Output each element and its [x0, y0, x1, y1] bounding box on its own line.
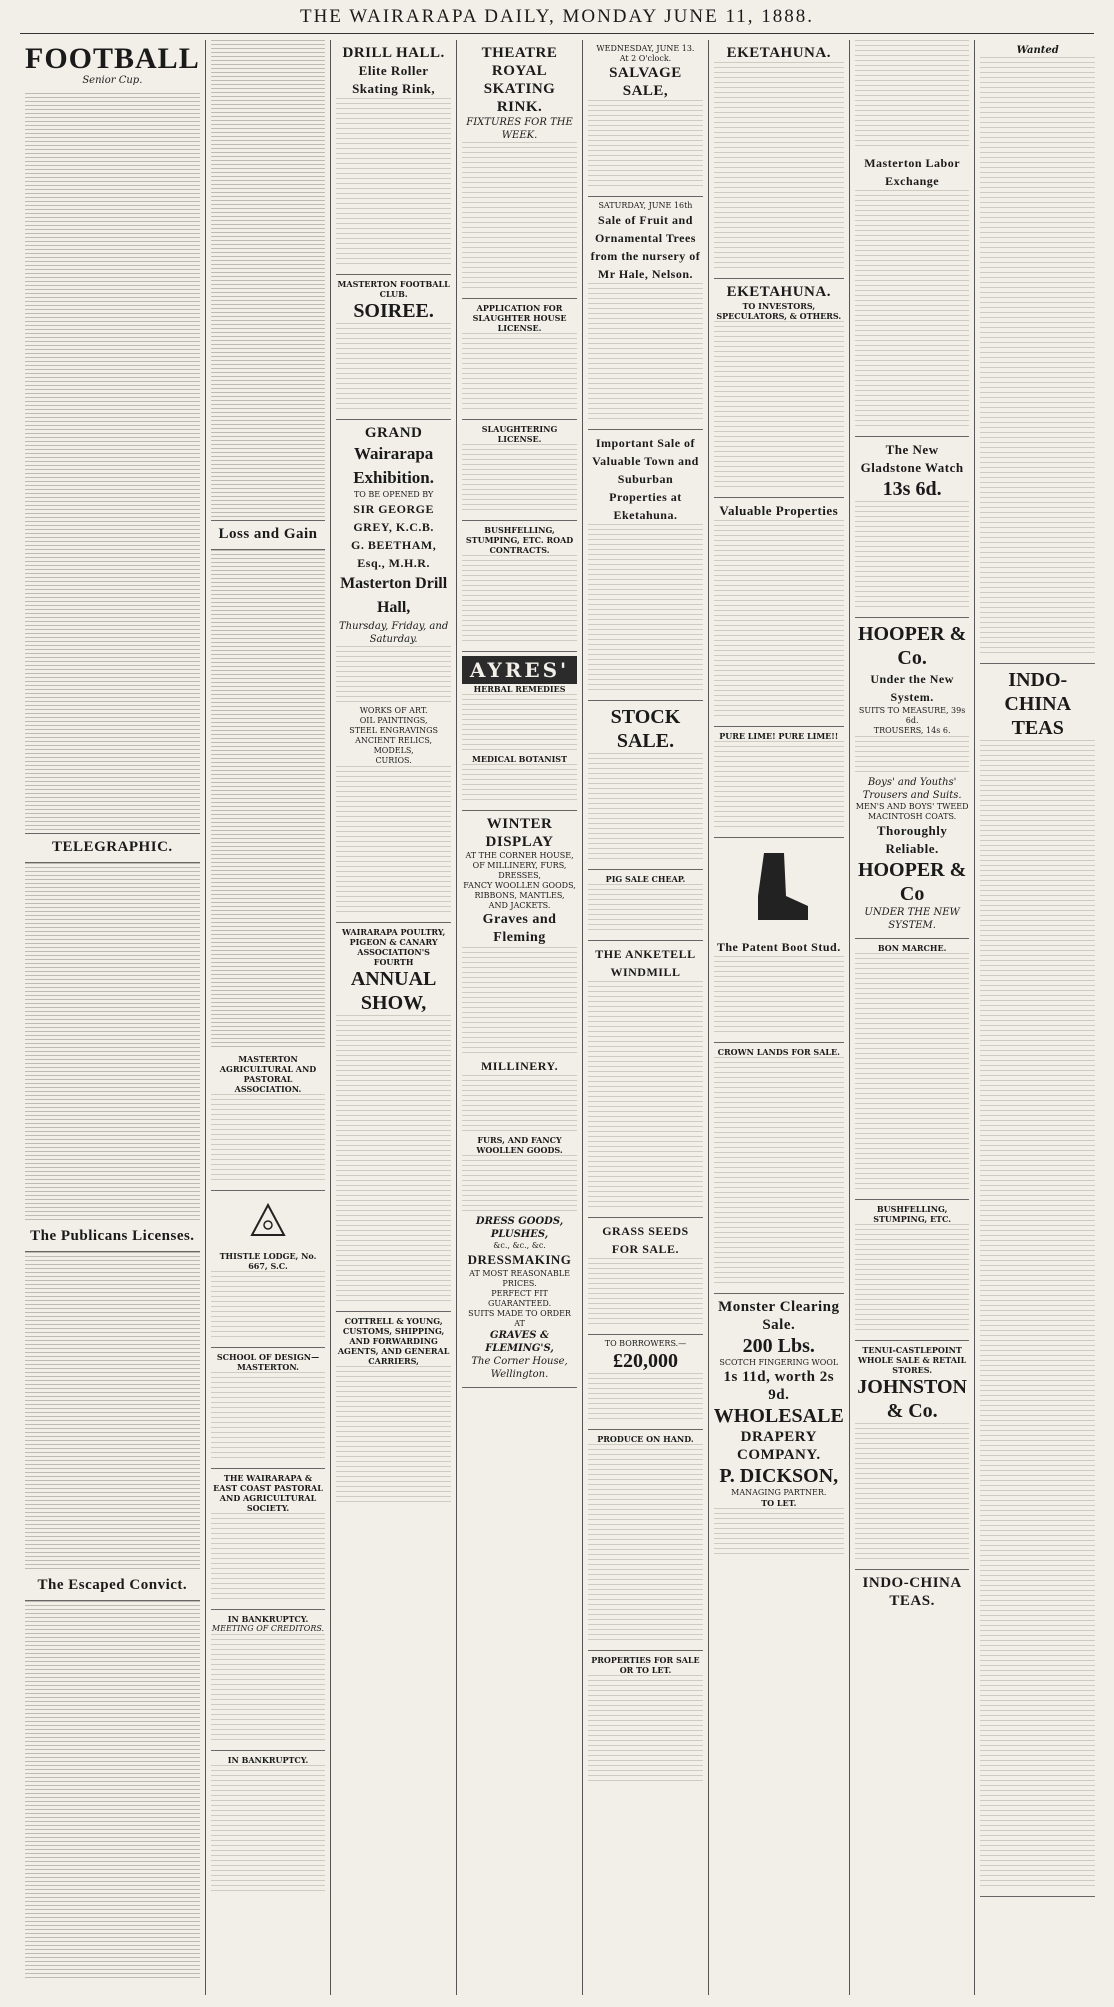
cottrell-heading: COTTRELL & YOUNG, CUSTOMS, SHIPPING, AND FORWARDING AGENTS, AND GENERAL CARRIERS, [337, 1316, 450, 1366]
bon-marche: BON MARCHE. [877, 943, 947, 953]
properties-text [588, 1675, 703, 1785]
fixtures-text [462, 142, 577, 292]
trousers: TROUSERS, 14s 6. [873, 726, 951, 735]
perfect-fit: PERFECT FIT GUARANTEED. [487, 1289, 552, 1308]
east-coast-society-heading: THE WAIRARAPA & EAST COAST PASTORAL AND AGRICULTURAL SOCIETY. [213, 1473, 323, 1513]
wanted-ads-top [855, 40, 970, 150]
road-contracts-heading: BUSHFELLING, STUMPING, ETC. ROAD CONTRACTS. [465, 525, 574, 555]
to-let-text [714, 1508, 844, 1558]
telegraphic-heading: TELEGRAPHIC. [52, 839, 173, 855]
skating-rink-heading: SKATING RINK. [483, 81, 556, 115]
stock-sale-text [588, 753, 703, 863]
important-sale-heading: Important Sale of Valuable Town and Suburban Properties at Eketahuna. [592, 436, 699, 522]
monster-sale-heading: Monster Clearing Sale. [718, 1299, 840, 1333]
column-4 [457, 40, 583, 1995]
thistle-lodge-text [211, 1271, 326, 1341]
bushfelling-heading: BUSHFELLING, STUMPING, ETC. [873, 1204, 952, 1224]
newspaper-title: THE WAIRARAPA DAILY, MONDAY JUNE 11, 1888. [299, 6, 815, 27]
graves-fleming-2: GRAVES & FLEMING'S, [485, 1330, 554, 1354]
football-heading: FOOTBALL [25, 42, 200, 75]
wanted-heading: Wanted [1016, 45, 1059, 56]
column-3 [331, 40, 457, 1995]
hooper-heading: HOOPER & Co. [857, 623, 967, 669]
indo-china-bottom: INDO-CHINA TEAS. [862, 1575, 962, 1609]
soiree-text [336, 323, 451, 413]
east-coast-society-text [211, 1513, 326, 1603]
windmill-heading: THE ANKETELL WINDMILL [595, 947, 696, 979]
slaughter-house-text [462, 333, 577, 413]
football-club-heading: MASTERTON FOOTBALL CLUB. [337, 279, 450, 299]
thoroughly-reliable: Thoroughly Reliable. [876, 823, 948, 856]
crown-lands-heading: CROWN LANDS FOR SALE. [717, 1047, 840, 1057]
bankruptcy-text-2 [211, 1765, 326, 1895]
column-7 [850, 40, 976, 1995]
reasonable-prices: AT MOST REASONABLE PRICES. [469, 1269, 570, 1288]
suits-measure: SUITS TO MEASURE, 39s 6d. [858, 706, 966, 725]
publicans-text [25, 1252, 200, 1572]
managing-partner: MANAGING PARTNER. [731, 1488, 827, 1497]
masthead-rule [20, 33, 1094, 34]
pig-sale-text [588, 884, 703, 934]
works-of-art: WORKS OF ART. [359, 706, 428, 715]
bon-marche-text [855, 953, 970, 1193]
medical-botanist: MEDICAL BOTANIST [472, 754, 568, 764]
johnston-heading: JOHNSTON & Co. [857, 1376, 967, 1422]
wed-june-13: WEDNESDAY, JUNE 13. [596, 44, 695, 53]
sat-june-16: SATURDAY, JUNE 16th [598, 201, 693, 210]
ayres-banner: AYRES' [462, 656, 577, 684]
medical-ad-text [211, 40, 326, 520]
winter-display-heading: WINTER DISPLAY [485, 816, 554, 850]
boys-trousers: Boys' and Youths' Trousers and Suits. [862, 777, 962, 801]
scotch-wool: SCOTCH FINGERING WOOL [719, 1358, 839, 1367]
labor-exchange-heading: Masterton Labor Exchange [864, 156, 961, 188]
important-sale-text [588, 524, 703, 694]
exhibition-text-2 [336, 766, 451, 916]
creditors-heading: MEETING OF CREDITORS. [211, 1624, 325, 1633]
produce-text [588, 1444, 703, 1644]
properties-heading: PROPERTIES FOR SALE OR TO LET. [591, 1655, 700, 1675]
road-contracts-text [462, 555, 577, 645]
new-system: Under the New System. [870, 672, 954, 704]
loss-gain-heading: Loss and Gain [218, 526, 318, 542]
valuable-properties-text [714, 520, 844, 720]
herbal-text [462, 694, 577, 754]
elite-rink-text [336, 98, 451, 268]
soiree-heading: SOIREE. [353, 300, 434, 322]
exhibition-text [336, 646, 451, 706]
pig-sale-heading: PIG SALE CHEAP. [605, 874, 686, 884]
fruit-trees-heading: Sale of Fruit and Ornamental Trees from the nursery of Mr Hale, Nelson. [590, 213, 701, 281]
column-5 [583, 40, 709, 1995]
pure-lime-heading: PURE LIME! PURE LIME!! [719, 731, 839, 741]
annual-show-text [336, 1015, 451, 1305]
gladstone-watch-heading: The New Gladstone Watch [860, 442, 964, 475]
loss-gain-text [211, 550, 326, 1050]
thistle-lodge-heading: THISTLE LODGE, No. 667, S.C. [219, 1251, 317, 1271]
hooper-text [855, 736, 970, 776]
herbal-remedies: HERBAL REMEDIES [473, 684, 566, 694]
hooper-heading-2: HOOPER & Co [857, 859, 967, 905]
models: MODELS, [373, 746, 414, 755]
indo-china-heading: INDO-CHINA TEAS [1004, 669, 1072, 739]
column-8 [975, 40, 1100, 1995]
bankruptcy-heading: IN BANKRUPTCY. [227, 1614, 309, 1624]
salvage-text [588, 100, 703, 190]
slaughtering-license-heading: SLAUGHTERING LICENSE. [481, 424, 558, 444]
cottrell-text [336, 1366, 451, 1506]
produce-heading: PRODUCE ON HAND. [597, 1434, 694, 1444]
slaughter-house-heading: APPLICATION FOR SLAUGHTER HOUSE LICENSE. [472, 303, 567, 333]
labor-exchange-text [855, 190, 970, 430]
furs-heading: FURS, AND FANCY WOOLLEN GOODS. [476, 1135, 563, 1155]
publicans-heading: The Publicans Licenses. [30, 1228, 195, 1244]
steel-engravings: STEEL ENGRAVINGS [349, 726, 439, 735]
ribbons-mantles: RIBBONS, MANTLES, [474, 891, 565, 900]
drill-hall-heading: DRILL HALL. [342, 45, 445, 61]
exhibition-heading: Wairarapa Exhibition. [353, 444, 435, 487]
fruit-trees-text [588, 283, 703, 423]
boot-stud-heading: The Patent Boot Stud. [716, 940, 841, 954]
corner-house-wellington: The Corner House, Wellington. [471, 1356, 568, 1380]
escaped-convict-heading: The Escaped Convict. [37, 1577, 188, 1593]
football-report-text-cont [25, 633, 200, 833]
boot-illustration-icon [744, 848, 814, 928]
creditors-text [211, 1634, 326, 1744]
grass-seeds-heading: GRASS SEEDS FOR SALE. [602, 1224, 689, 1256]
dickson-heading: P. DICKSON, [719, 1465, 839, 1487]
wanted-text-2 [980, 740, 1095, 1890]
wanted-text [980, 57, 1095, 657]
pastoral-association-text [211, 1094, 326, 1184]
fancy-woollen: FANCY WOOLLEN GOODS, [463, 881, 576, 890]
watch-price: 13s 6d. [882, 478, 942, 500]
escaped-convict-text [25, 1601, 200, 1981]
furs-text [462, 1155, 577, 1215]
column-2 [206, 40, 332, 1995]
new-system-2: UNDER THE NEW SYSTEM. [864, 907, 960, 931]
masonic-emblem-icon [248, 1201, 288, 1241]
senior-cup-subheading: Senior Cup. [82, 75, 143, 86]
grass-seeds-text [588, 1258, 703, 1328]
lbs-heading: 200 Lbs. [742, 1335, 815, 1357]
stock-sale-heading: STOCK SALE. [610, 706, 681, 752]
windmill-text [588, 981, 703, 1211]
to-let-heading: TO LET. [761, 1498, 797, 1508]
boot-stud-text [714, 956, 844, 1036]
bankruptcy-heading-2: IN BANKRUPTCY. [227, 1755, 309, 1765]
wool-price: 1s 11d, worth 2s 9d. [723, 1369, 835, 1403]
dressmaking-heading: DRESSMAKING [467, 1252, 572, 1267]
valuable-properties-heading: Valuable Properties [719, 503, 839, 518]
crown-lands-text [714, 1057, 844, 1287]
company-heading: COMPANY. [737, 1447, 821, 1463]
opened-by: TO BE OPENED BY [353, 490, 434, 499]
exhibition-days: Thursday, Friday, and Saturday. [338, 621, 449, 645]
grand-heading: GRAND [364, 425, 423, 441]
telegraphic-text [25, 863, 200, 1223]
elite-rink-heading: Elite Roller Skating Rink, [352, 63, 436, 96]
at-2-oclock: At 2 O'clock. [619, 54, 672, 63]
pure-lime-text [714, 741, 844, 831]
eketahuna-heading: EKETAHUNA. [726, 45, 831, 61]
football-report-text [25, 93, 200, 633]
etc-line: &c., &c., &c. [493, 1241, 546, 1250]
and-jackets: AND JACKETS. [488, 901, 551, 910]
wholesale-heading: WHOLESALE [713, 1405, 844, 1427]
ancient-relics: ANCIENT RELICS, [355, 736, 433, 745]
tenui-heading: TENUI-CASTLEPOINT WHOLE SALE & RETAIL STORES. [857, 1345, 967, 1375]
millinery-furs: OF MILLINERY, FURS, DRESSES, [472, 861, 567, 880]
fixtures-heading: FIXTURES FOR THE WEEK. [466, 117, 573, 141]
bushfelling-text [855, 1224, 970, 1334]
pastoral-association-heading: MASTERTON AGRICULTURAL AND PASTORAL ASSOCIATION. [219, 1054, 317, 1094]
slaughtering-license-text [462, 444, 577, 514]
sir-george-grey: SIR GEORGE GREY, K.C.B. [353, 502, 434, 534]
eketahuna-text [714, 62, 844, 272]
amount-heading: £20,000 [612, 1350, 678, 1372]
drill-hall-venue: Masterton Drill Hall, [340, 575, 448, 616]
masthead [0, 0, 1114, 36]
drapery-heading: DRAPERY [740, 1429, 817, 1445]
column-6 [709, 40, 850, 1995]
theatre-royal-heading: THEATRE ROYAL [481, 45, 558, 79]
watch-text [855, 501, 970, 611]
botanist-text [462, 764, 577, 804]
millinery-heading: MILLINERY. [480, 1059, 559, 1073]
column-1 [20, 40, 206, 1995]
annual-show-heading: ANNUAL SHOW, [350, 968, 437, 1014]
school-design-text [211, 1372, 326, 1462]
graves-fleming-heading: Graves and Fleming [482, 912, 557, 945]
millinery-text [462, 1075, 577, 1135]
curios: CURIOS. [375, 756, 412, 765]
mens-coats: MEN'S AND BOYS' TWEED MACINTOSH COATS. [855, 802, 969, 821]
johnston-text [855, 1423, 970, 1563]
investors-text [714, 321, 844, 491]
poultry-heading: WAIRARAPA POULTRY, PIGEON & CANARY ASSOCIATION'S FOURTH [341, 927, 446, 967]
page-columns [20, 40, 1100, 1995]
school-design-heading: SCHOOL OF DESIGN—MASTERTON. [216, 1352, 320, 1372]
eketahuna-heading-2: EKETAHUNA. [726, 284, 831, 300]
suits-order: SUITS MADE TO ORDER AT [468, 1309, 571, 1328]
borrowers: TO BORROWERS.— [604, 1339, 687, 1348]
borrowers-text [588, 1373, 703, 1423]
salvage-sale-heading: SALVAGE SALE, [609, 65, 682, 99]
corner-house: AT THE CORNER HOUSE, [465, 851, 574, 860]
dress-goods: DRESS GOODS, PLUSHES, [475, 1216, 564, 1240]
beetham: G. BEETHAM, Esq., M.H.R. [351, 538, 437, 570]
investors-heading: TO INVESTORS, SPECULATORS, & OTHERS. [716, 301, 842, 321]
oil-paintings: OIL PAINTINGS, [359, 716, 428, 725]
graves-text [462, 947, 577, 1057]
